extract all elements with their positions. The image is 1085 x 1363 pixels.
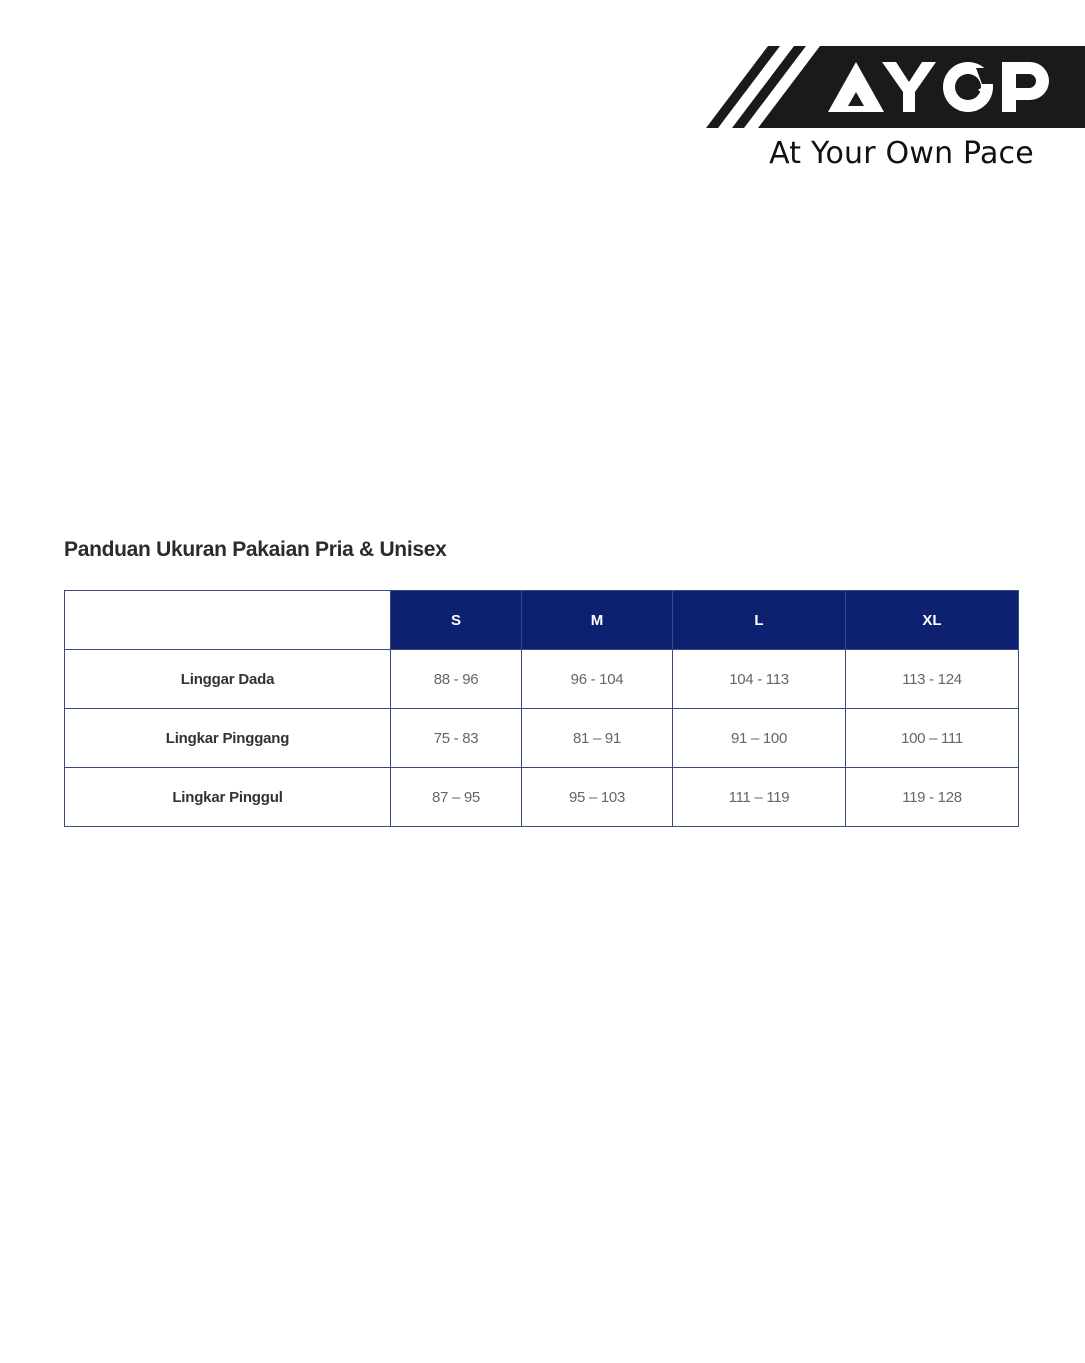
size-table bbox=[64, 590, 1019, 827]
size-column-header: M bbox=[522, 591, 673, 650]
measurement-label: Lingkar Pinggang bbox=[65, 709, 391, 768]
measurement-label: Lingkar Pinggul bbox=[65, 768, 391, 827]
measurement-value: 88 - 96 bbox=[391, 650, 522, 709]
measurement-value: 95 – 103 bbox=[522, 768, 673, 827]
measurement-value: 104 - 113 bbox=[673, 650, 846, 709]
brand-logo bbox=[706, 46, 1085, 128]
measurement-value: 113 - 124 bbox=[846, 650, 1019, 709]
size-guide-title: Panduan Ukuran Pakaian Pria & Unisex bbox=[64, 538, 447, 561]
measurement-value: 81 – 91 bbox=[522, 709, 673, 768]
measurement-value: 87 – 95 bbox=[391, 768, 522, 827]
size-column-header: XL bbox=[846, 591, 1019, 650]
measurement-value: 111 – 119 bbox=[673, 768, 846, 827]
measurement-value: 75 - 83 bbox=[391, 709, 522, 768]
ayop-logo-graphic bbox=[706, 46, 1085, 128]
measurement-value: 91 – 100 bbox=[673, 709, 846, 768]
measurement-value: 100 – 111 bbox=[846, 709, 1019, 768]
table-row bbox=[65, 709, 1019, 768]
table-row bbox=[65, 650, 1019, 709]
brand-tagline: At Your Own Pace bbox=[769, 136, 1034, 171]
size-header-row bbox=[65, 591, 1019, 650]
table-corner-cell bbox=[65, 591, 391, 650]
size-column-header: S bbox=[391, 591, 522, 650]
measurement-label: Linggar Dada bbox=[65, 650, 391, 709]
measurement-value: 96 - 104 bbox=[522, 650, 673, 709]
table-row bbox=[65, 768, 1019, 827]
measurement-value: 119 - 128 bbox=[846, 768, 1019, 827]
size-column-header: L bbox=[673, 591, 846, 650]
